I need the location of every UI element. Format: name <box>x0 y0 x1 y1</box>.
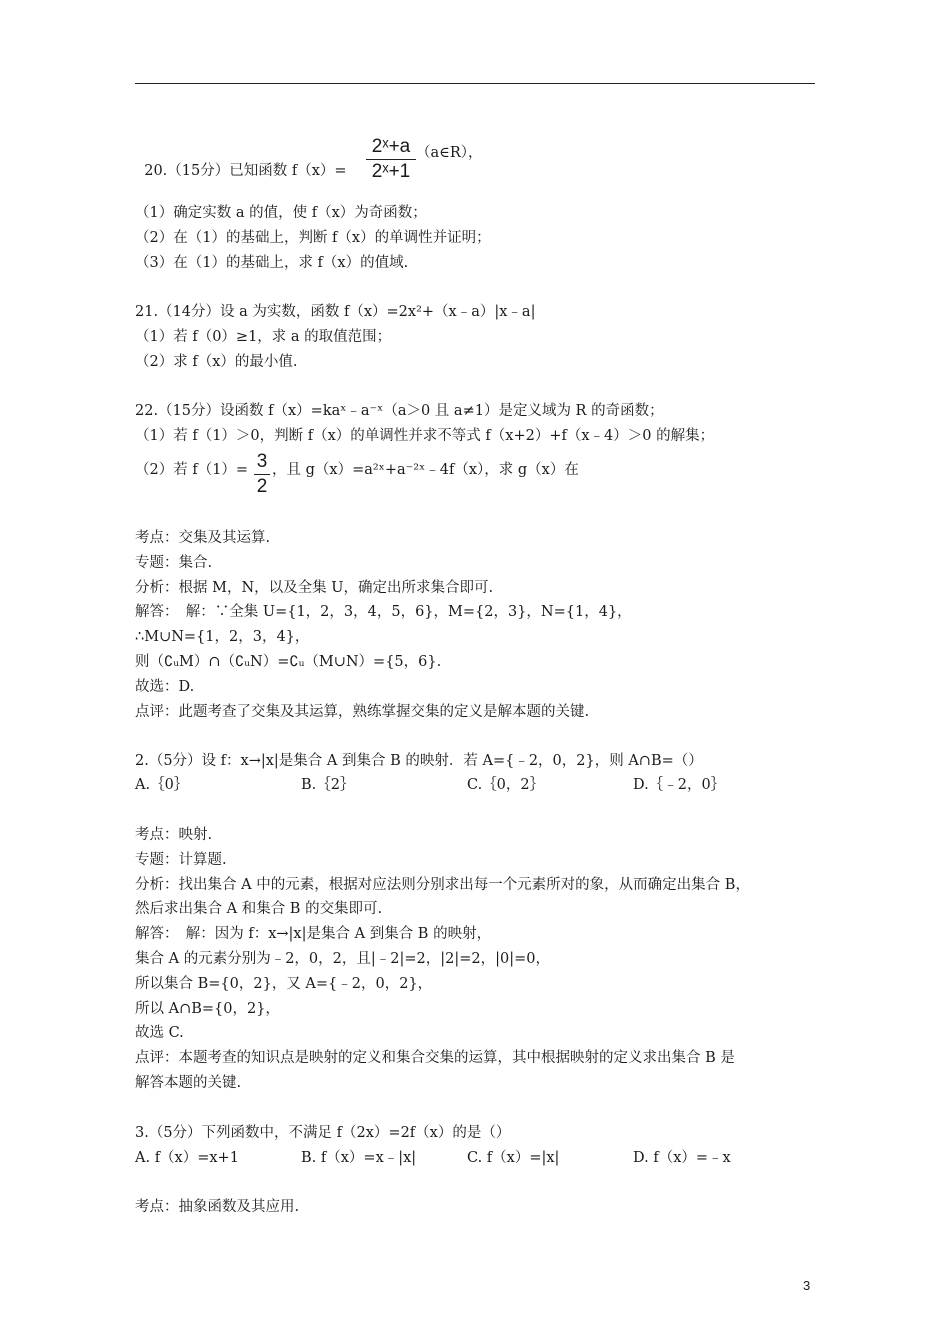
a2-fenxi-2: 然后求出集合 A 和集合 B 的交集即可. <box>135 901 383 917</box>
q20-fraction-numerator: 2ˣ+a <box>371 136 411 157</box>
q2-option-b: B.｛2｝ <box>301 777 355 793</box>
q3-option-b: B. f（x）=x﹣|x| <box>301 1150 417 1166</box>
q21-item-1: （1）若 f（0）≥1，求 a 的取值范围； <box>135 329 392 345</box>
a1-fenxi: 分析：根据 M，N，以及全集 U，确定出所求集合即可. <box>135 580 494 596</box>
a2-kaodian: 考点：映射. <box>135 827 213 843</box>
q22-fraction <box>254 451 270 498</box>
q20-tail: （a∈R）， <box>416 145 483 161</box>
q2-option-c: C.｛0，2｝ <box>467 777 545 793</box>
a2-jieda-3: 所以集合 B={0，2}，又 A={﹣2，0，2}， <box>135 976 433 992</box>
a2-dianping-2: 解答本题的关键. <box>135 1075 242 1091</box>
q20-head-text: 20.（15分）已知函数 f（x）= <box>144 163 347 179</box>
a2-dianping-1: 点评：本题考查的知识点是映射的定义和集合交集的运算，其中根据映射的定义求出集合 B 是 <box>135 1050 735 1066</box>
q20-fraction-bar <box>366 159 416 160</box>
q22-item-2-tail: ，且 g（x）=a²ˣ+a⁻²ˣ﹣4f（x），求 g（x）在 <box>272 462 579 478</box>
q22-fraction-denominator: 2 <box>256 476 268 497</box>
q3-option-d: D. f（x）=﹣x <box>633 1150 731 1166</box>
a2-guxuan: 故选 C. <box>135 1025 184 1041</box>
q20-head <box>135 144 347 180</box>
q22-item-2-head: （2）若 f（1）= <box>135 462 249 478</box>
q2-stem: 2.（5分）设 f：x→|x|是集合 A 到集合 B 的映射．若 A={﹣2，0，2}，则 A∩B=（） <box>135 753 703 769</box>
q20-item-2: （2）在（1）的基础上，判断 f（x）的单调性并证明； <box>135 230 491 246</box>
a2-zhuanti: 专题：计算题. <box>135 852 227 868</box>
a1-jieda-2: ∴M∪N={1，2，3，4}， <box>135 629 310 645</box>
q20-item-1: （1）确定实数 a 的值，使 f（x）为奇函数； <box>135 205 427 221</box>
a1-dianping: 点评：此题考查了交集及其运算，熟练掌握交集的定义是解本题的关键. <box>135 704 590 720</box>
q3-stem: 3.（5分）下列函数中，不满足 f（2x）=2f（x）的是（） <box>135 1125 511 1141</box>
a2-jieda-1: 解答： 解：因为 f：x→|x|是集合 A 到集合 B 的映射， <box>135 926 492 942</box>
a1-jieda-1: 解答： 解：∵全集 U={1，2，3，4，5，6}，M={2，3}，N={1，4}， <box>135 604 632 620</box>
q21-item-2: （2）求 f（x）的最小值. <box>135 354 298 370</box>
q3-option-c: C. f（x）=|x| <box>467 1150 560 1166</box>
q20-item-3: （3）在（1）的基础上，求 f（x）的值域. <box>135 255 409 271</box>
a2-fenxi-1: 分析：找出集合 A 中的元素，根据对应法则分别求出每一个元素所对的象，从而确定出集合 B， <box>135 877 750 893</box>
a3-kaodian: 考点：抽象函数及其应用. <box>135 1199 300 1215</box>
q20-fraction-denominator: 2ˣ+1 <box>371 161 411 182</box>
a2-jieda-2: 集合 A 的元素分别为﹣2，0，2，且|﹣2|=2，|2|=2，|0|=0， <box>135 951 550 967</box>
q22-head: 22.（15分）设函数 f（x）=kaˣ﹣a⁻ˣ（a＞0 且 a≠1）是定义域为 R 的奇函数； <box>135 403 664 419</box>
header-rule <box>135 83 815 84</box>
q2-option-d: D.｛﹣2，0｝ <box>633 777 726 793</box>
q20-fraction <box>366 136 416 183</box>
q21-head: 21.（14分）设 a 为实数，函数 f（x）=2x²+（x﹣a）|x﹣a| <box>135 304 536 320</box>
a1-jieda-3: 则（∁ᵤM）∩（∁ᵤN）=∁ᵤ（M∪N）={5，6}. <box>135 654 442 670</box>
q2-option-a: A.｛0｝ <box>135 777 189 793</box>
q3-option-a: A. f（x）=x+1 <box>135 1150 239 1166</box>
q22-fraction-bar <box>254 474 270 475</box>
a1-guxuan: 故选：D. <box>135 679 195 695</box>
page-number: 3 <box>803 1278 811 1293</box>
a2-jieda-4: 所以 A∩B={0，2}， <box>135 1001 280 1017</box>
q22-item-1: （1）若 f（1）＞0，判断 f（x）的单调性并求不等式 f（x+2）+f（x﹣4）＞0 的解集； <box>135 428 715 444</box>
a1-kaodian: 考点：交集及其运算. <box>135 530 271 546</box>
q22-fraction-numerator: 3 <box>256 451 268 472</box>
a1-zhuanti: 专题：集合. <box>135 555 213 571</box>
